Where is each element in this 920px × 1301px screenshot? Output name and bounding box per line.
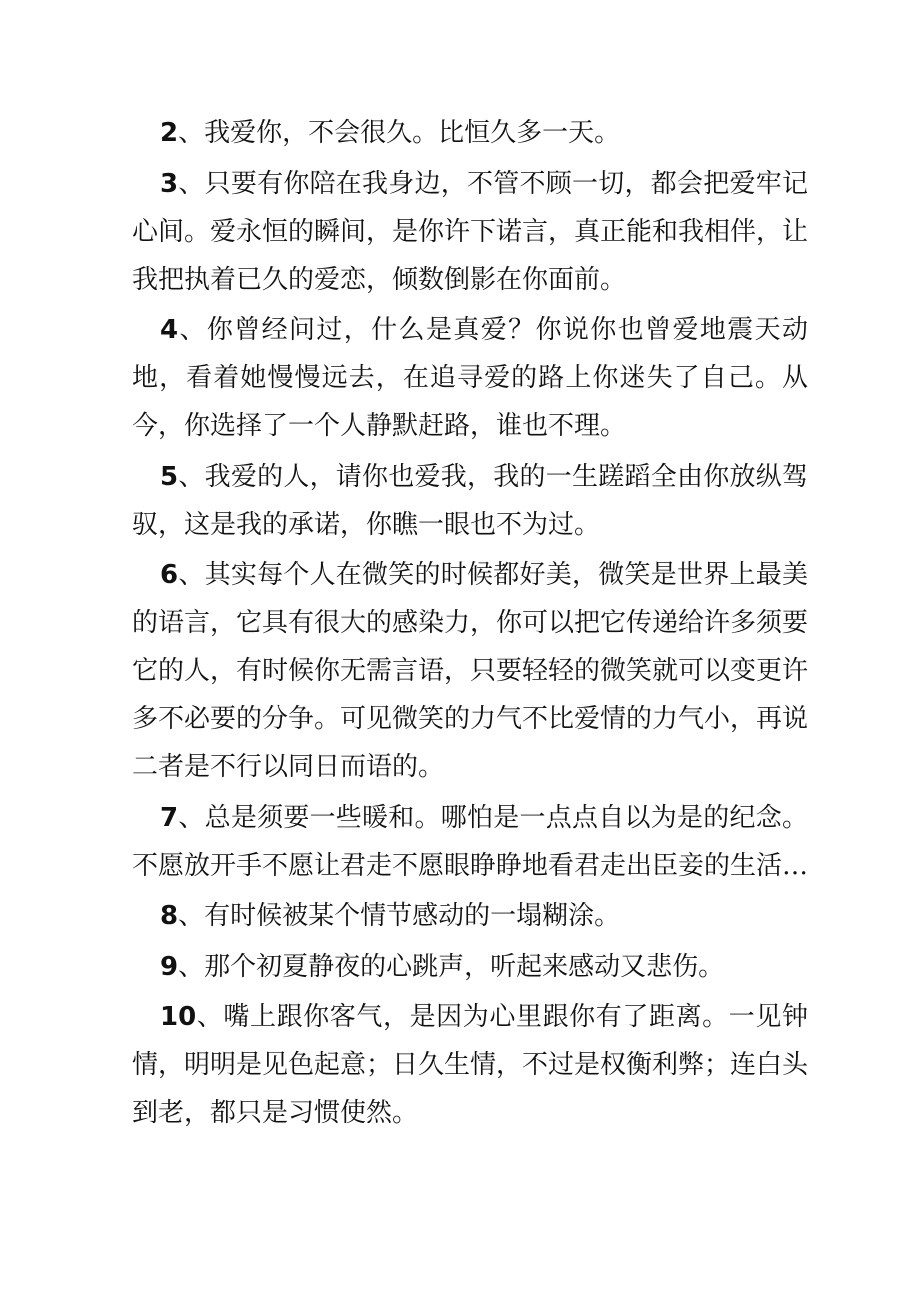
item-text: 、你曾经问过，什么是真爱？你说你也曾爱地震天动地，看着她慢慢远去，在追寻爱的路上你迷失了自己。从今，你选择了一个人静默赶路，谁也不理。 <box>132 315 808 441</box>
paragraph-8 <box>132 892 808 943</box>
paragraph-9 <box>132 943 808 994</box>
document-body <box>132 109 808 1140</box>
item-text: 、总是须要一些暖和。哪怕是一点点自以为是的纪念。不愿放开手不愿让君走不愿眼睁睁地看君走出臣妾的生活… <box>132 802 809 881</box>
item-number: 2 <box>160 118 179 148</box>
paragraph-7 <box>132 794 808 893</box>
item-text: 、有时候被某个情节感动的一塌糊涂。 <box>178 901 621 931</box>
item-number: 6 <box>160 560 179 590</box>
item-number: 4 <box>160 315 179 345</box>
item-number: 10 <box>160 1002 197 1032</box>
item-number: 5 <box>160 461 179 492</box>
paragraph-6 <box>132 551 808 794</box>
paragraph-2 <box>132 109 808 160</box>
item-text: 、只要有你陪在我身边，不管不顾一切，都会把爱牢记心间。爱永恒的瞬间，是你许下诺言，真正能和我相伴，让我把执着已久的爱恋，倾数倒影在你面前。 <box>132 168 809 295</box>
item-text: 、我爱你，不会很久。比恒久多一天。 <box>178 118 621 148</box>
item-number: 7 <box>160 802 179 833</box>
item-number: 3 <box>160 168 179 199</box>
item-text: 、那个初夏静夜的心跳声，听起来感动又悲伤。 <box>178 951 725 982</box>
paragraph-5 <box>132 453 808 552</box>
paragraph-10 <box>132 993 808 1140</box>
item-text: 、我爱的人，请你也爱我，我的一生蹉蹈全由你放纵驾驭，这是我的承诺，你瞧一眼也不为过。 <box>132 461 808 540</box>
item-number: 9 <box>160 951 179 982</box>
paragraph-3 <box>132 160 808 307</box>
paragraph-4 <box>132 306 808 453</box>
item-text: 、嘴上跟你客气，是因为心里跟你有了距离。一见钟情，明明是见色起意；日久生情，不过是权衡利弊；连白头到老，都只是习惯使然。 <box>132 1002 809 1128</box>
item-number: 8 <box>160 901 179 931</box>
item-text: 、其实每个人在微笑的时候都好美，微笑是世界上最美的语言，它具有很大的感染力，你可以把它传递给许多须要它的人，有时候你无需言语，只要轻轻的微笑就可以变更许多不必要的分争。可见微笑的力气不比爱情的力气小，再说二者是不行以同日而语的。 <box>132 560 809 782</box>
